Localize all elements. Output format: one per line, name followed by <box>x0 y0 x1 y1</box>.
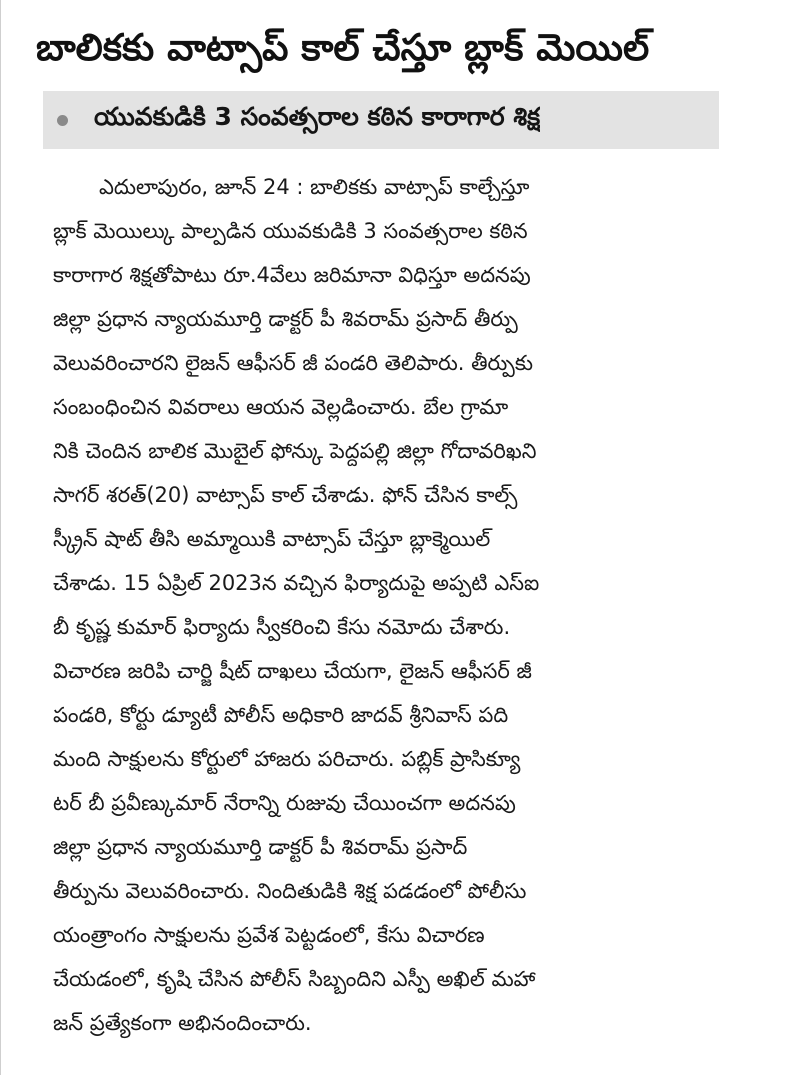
article-body-line: జన్ ప్రత్యేకంగా అభినందించారు. <box>53 1011 312 1035</box>
article-body-line: వెలువరించారని లైజన్ ఆఫీసర్ జీ పండరి తెలిపారు. తీర్పుకు <box>53 351 534 375</box>
article-body-line: టర్ బీ ప్రవీణ్కుమార్ నేరాన్ని రుజువు చేయించగా అదనపు <box>53 791 516 815</box>
article-body-line: నికి చెందిన బాలిక మొబైల్ ఫోన్కు పెద్దపల్లి జిల్లా గోదావరిఖని <box>53 439 537 463</box>
article-body-line: జిల్లా ప్రధాన న్యాయమూర్తి డాక్టర్ పీ శివరామ్ ప్రసాద్ తీర్పు <box>53 307 518 331</box>
article-subheadline-box <box>43 91 719 149</box>
bullet-icon <box>57 115 68 126</box>
article-body <box>53 165 717 1045</box>
column-divider <box>0 0 1 1075</box>
article-body-line: తీర్పును వెలువరించారు. నిందితుడికి శిక్ష పడడంలో పోలీసు <box>53 879 527 903</box>
article-body-line: మంది సాక్షులను కోర్టులో హాజరు పరిచారు. పబ్లిక్ ప్రాసిక్యూ <box>53 747 521 771</box>
article-body-line: విచారణ జరిపి చార్జి షీట్ దాఖలు చేయగా, లైజన్ ఆఫీసర్ జీ <box>53 659 532 683</box>
article-body-line: ఎదులాపురం, జూన్ 24 : బాలికకు వాట్సాప్ కాల్చేస్తూ <box>99 175 530 199</box>
article-subheadline: యువకుడికి 3 సంవత్సరాల కఠిన కారాగార శిక్ష <box>94 102 541 131</box>
article-body-line: సంబంధించిన వివరాలు ఆయన వెల్లడించారు. బేల గ్రామా <box>53 395 509 419</box>
article-headline: బాలికకు వాట్సాప్ కాల్ చేస్తూ బ్లాక్ మెయిల్ <box>36 26 650 69</box>
article-body-line: బ్లాక్ మెయిల్కు పాల్పడిన యువకుడికి 3 సంవత్సరాల కఠిన <box>53 219 528 243</box>
article-body-line: చేశాడు. 15 ఏప్రిల్ 2023న వచ్చిన ఫిర్యాదుపై అప్పటి ఎస్ఐ <box>53 571 540 595</box>
article-body-line: చేయడంలో, కృషి చేసిన పోలీస్ సిబ్బందిని ఎస్పీ అఖిల్ మహా <box>53 967 536 991</box>
article-body-line: కారాగార శిక్షతోపాటు రూ.4వేలు జరిమానా విధిస్తూ అదనపు <box>53 263 531 287</box>
article-body-line: సాగర్ శరత్(20) వాట్సాప్ కాల్ చేశాడు. ఫోన్ చేసిన కాల్స్ <box>53 483 518 507</box>
article-body-line: స్క్రీన్ షాట్ తీసి అమ్మాయికి వాట్సాప్ చేస్తూ బ్లాక్మెయిల్ <box>53 527 491 551</box>
article-body-line: పండరి, కోర్టు డ్యూటీ పోలీస్ అధికారి జాదవ్ శ్రీనివాస్ పది <box>53 703 509 727</box>
article-body-line: బీ కృష్ణ కుమార్ ఫిర్యాదు స్వీకరించి కేసు నమోదు చేశారు. <box>53 615 511 639</box>
article-body-line: యంత్రాంగం సాక్షులను ప్రవేశ పెట్టడంలో, కేసు విచారణ <box>53 923 485 947</box>
article-body-line: జిల్లా ప్రధాన న్యాయమూర్తి డాక్టర్ పీ శివరామ్ ప్రసాద్ <box>53 835 468 859</box>
